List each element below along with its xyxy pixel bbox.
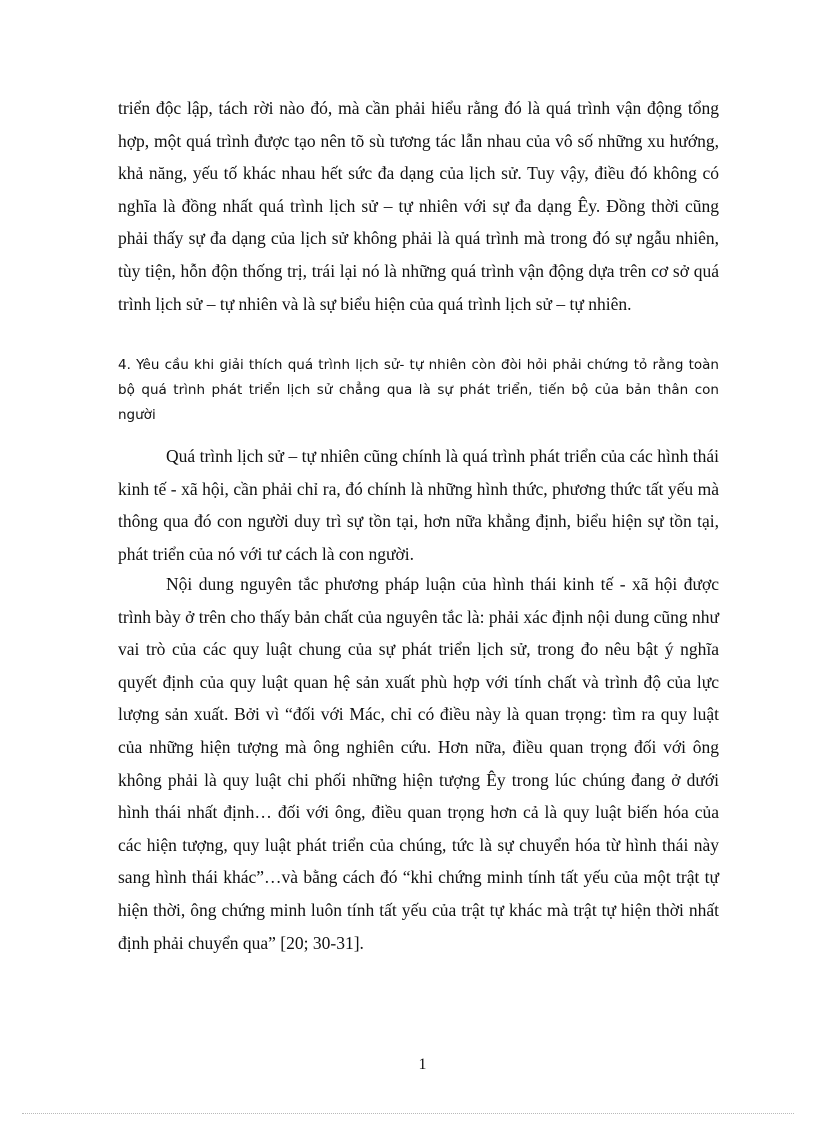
page-number: 1 bbox=[418, 1056, 427, 1073]
paragraph-historical-process: Quá trình lịch sử – tự nhiên cũng chính là quá trình phát triển của các hình thái kinh tế - xã hội, cần phải chỉ ra, đó chính là những hình thức, phương thức tất yếu mà thông qua đó con người duy trì sự tồn tại, hơn nữa khẳng định, biểu hiện sự tồn tại, phát triển của nó với tư cách là con người. bbox=[118, 446, 719, 564]
paragraph-continuation: triển độc lập, tách rời nào đó, mà cần phải hiểu rằng đó là quá trình vận động tổng hợp, một quá trình được tạo nên tõ sù tương tác lẫn nhau của vô số những xu hướng, khả năng, yếu tố khác nhau hết sức đa dạng của lịch sử. Tuy vậy, điều đó không có nghĩa là đồng nhất quá trình lịch sử – tự nhiên với sự đa dạng Êy. Đồng thời cũng phải thấy sự đa dạng của lịch sử không phải là quá trình mà trong đó sự ngẫu nhiên, tùy tiện, hỗn độn thống trị, trái lại nó là những quá trình vận động dựa trên cơ sở quá trình lịch sử – tự nhiên và là sự biểu hiện của quá trình lịch sử – tự nhiên. bbox=[118, 98, 719, 314]
page-bottom-divider bbox=[22, 1113, 794, 1114]
paragraph-methodology: Nội dung nguyên tắc phương pháp luận của hình thái kinh tế - xã hội được trình bày ở trên cho thấy bản chất của nguyên tắc là: phải xác định nội dung cũng như vai trò của các quy luật chung của sự phát triển lịch sử, trong đo nêu bật ý nghĩa quyết định của quy luật quan hệ sản xuất phù hợp với tính chất và trình độ của lực lượng sản xuất. Bởi vì “đối với Mác, chỉ có điều này là quan trọng: tìm ra quy luật của những hiện tượng mà ông nghiên cứu. Hơn nữa, điều quan trọng đối với ông không phải là quy luật chi phối những hiện tượng Êy trong lúc chúng đang ở dưới hình thái nhất định… đối với ông, điều quan trọng hơn cả là quy luật biến hóa của các hiện tượng, quy luật phát triển của chúng, tức là sự chuyển hóa từ hình thái này sang hình thái khác”…và bằng cách đó “khi chứng minh tính tất yếu của một trật tự hiện thời, ông chứng minh luôn tính tất yếu của trật tự khác mà trật tự hiện thời nhất định phải chuyển qua” [20; 30-31]. bbox=[118, 574, 719, 953]
section-heading: 4. Yêu cầu khi giải thích quá trình lịch sử- tự nhiên còn đòi hỏi phải chứng tỏ rằng toàn bộ quá trình phát triển lịch sử chẳng qua là sự phát triển, tiến bộ của bản thân con người bbox=[118, 357, 719, 423]
